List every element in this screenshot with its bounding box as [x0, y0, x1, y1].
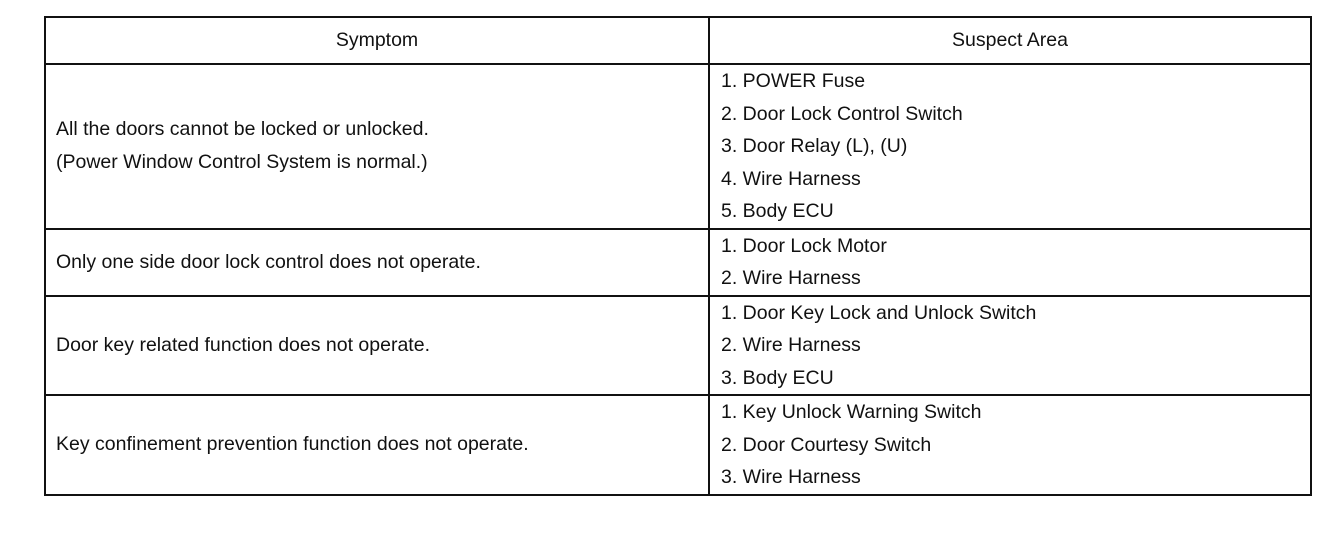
suspect-area-header: Suspect Area [709, 17, 1311, 64]
suspect-item: 3. Body ECU [721, 366, 834, 389]
suspect-area-cell [709, 296, 1311, 396]
suspect-area-list [721, 65, 1310, 228]
suspect-item: 3. Wire Harness [721, 466, 861, 488]
suspect-area-list [721, 297, 1310, 395]
symptom-header: Symptom [45, 17, 709, 64]
suspect-item: 1. Door Key Lock and Unlock Switch [721, 301, 1037, 324]
table-header-row [45, 17, 1311, 64]
suspect-area-cell [709, 229, 1311, 296]
table-row [45, 395, 1311, 495]
suspect-item: 2. Wire Harness [721, 334, 861, 356]
suspect-item: 2. Wire Harness [721, 267, 861, 289]
table-row [45, 229, 1311, 296]
suspect-area-cell [709, 64, 1311, 229]
symptom-cell [45, 64, 709, 229]
suspect-area-cell [709, 395, 1311, 495]
symptom-text: Only one side door lock control does not operate. [56, 250, 481, 273]
troubleshooting-table [44, 16, 1312, 496]
table-row [45, 64, 1311, 229]
suspect-item: 4. Wire Harness [721, 167, 861, 190]
table-row [45, 296, 1311, 396]
suspect-item: 1. Key Unlock Warning Switch [721, 401, 982, 423]
suspect-item: 5. Body ECU [721, 200, 834, 222]
symptom-cell [45, 395, 709, 495]
suspect-item: 1. Door Lock Motor [721, 234, 887, 257]
symptom-text: (Power Window Control System is normal.) [56, 151, 428, 174]
symptom-text: All the doors cannot be locked or unlocked. [56, 118, 429, 141]
symptom-cell [45, 229, 709, 296]
suspect-area-list [721, 230, 1310, 295]
suspect-item: 3. Door Relay (L), (U) [721, 135, 908, 157]
symptom-cell [45, 296, 709, 396]
suspect-item: 2. Door Courtesy Switch [721, 433, 932, 456]
symptom-text: Door key related function does not operate. [56, 333, 430, 356]
suspect-item: 2. Door Lock Control Switch [721, 102, 963, 125]
suspect-area-list [721, 396, 1310, 494]
symptom-text: Key confinement prevention function does not operate. [56, 433, 529, 456]
suspect-item: 1. POWER Fuse [721, 70, 866, 92]
